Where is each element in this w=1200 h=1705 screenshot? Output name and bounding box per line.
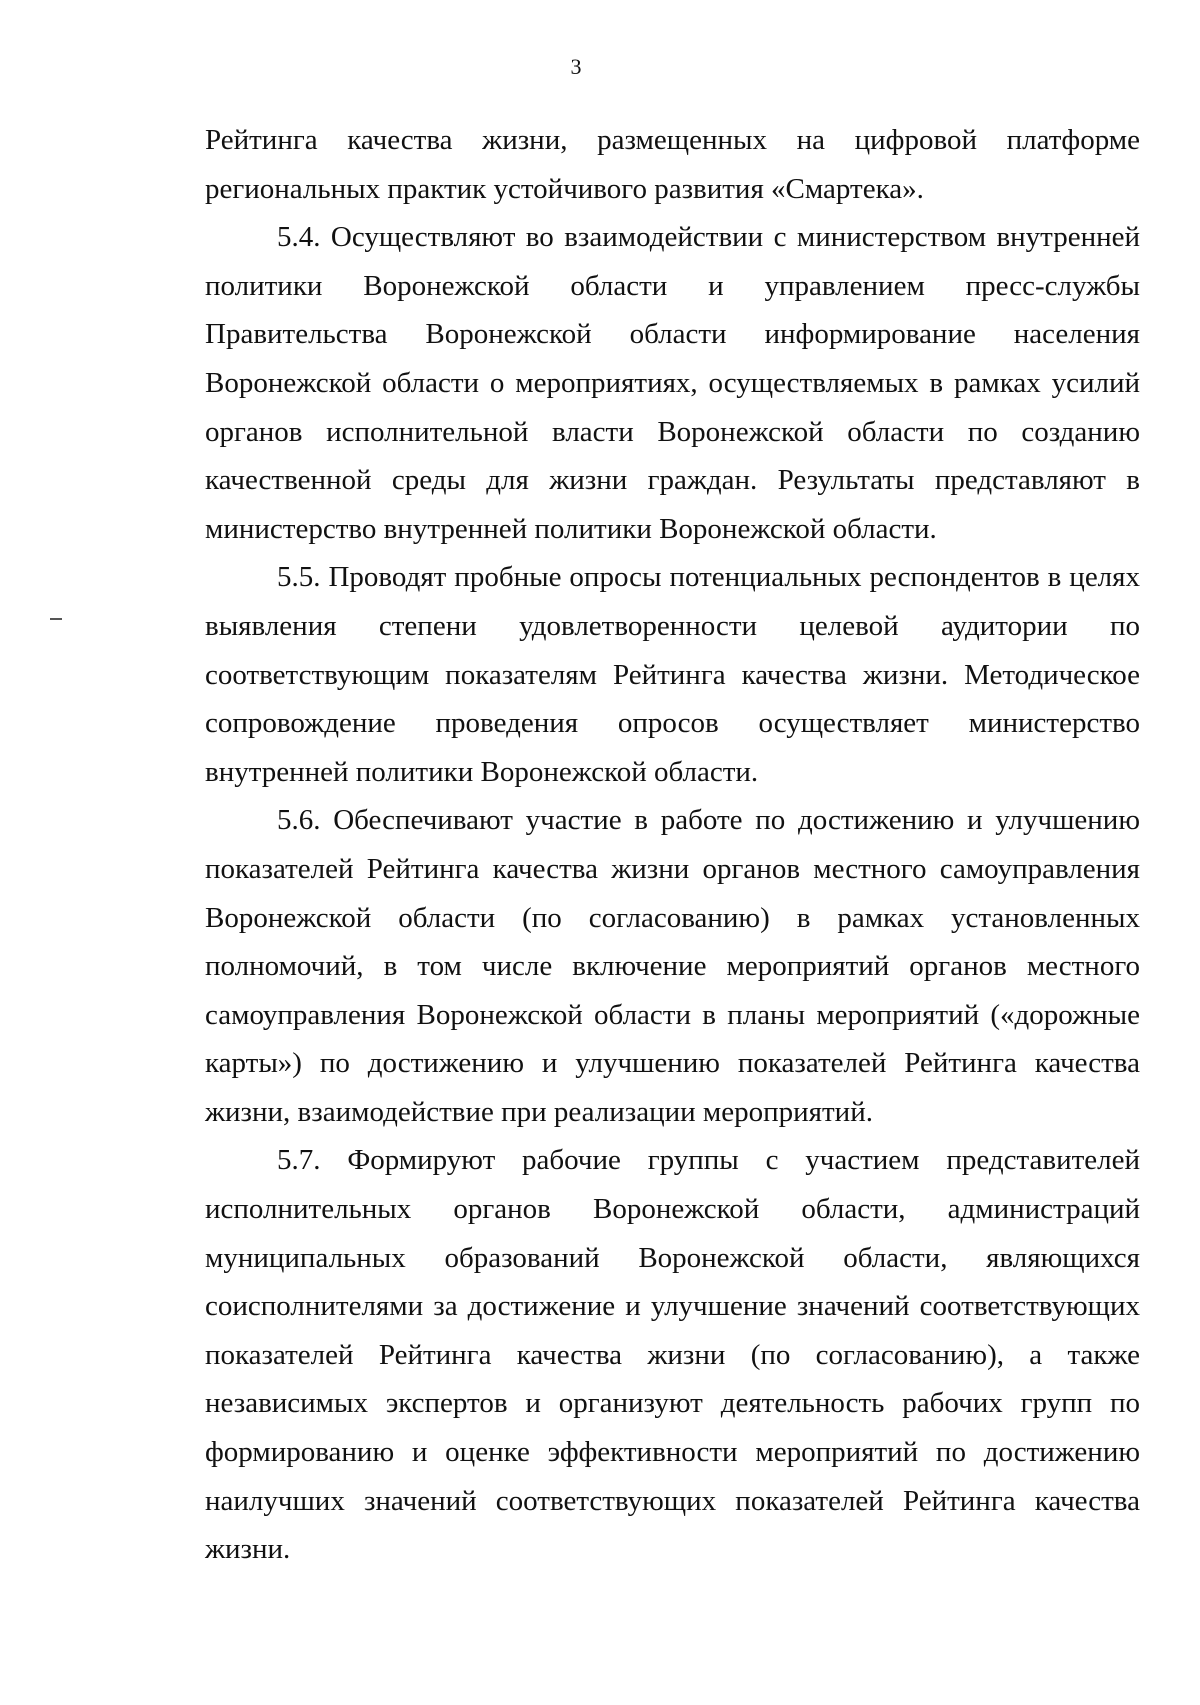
- paragraph-5-7: 5.7. Формируют рабочие группы с участием представителей исполнительных органов Воронежской области, администраций муниципальных образований Воронежской области, являющихся соисполнителями за достижение и улучшение значений соответствующих показателей Рейтинга качества жизни (по согласованию), а также независимых экспертов и организуют деятельность рабочих групп по формированию и оценке эффективности мероприятий по достижению наилучших значений соответствующих показателей Рейтинга качества жизни.: [205, 1144, 1140, 1566]
- document-body: [205, 116, 1140, 1574]
- page-number: 3: [570, 54, 582, 79]
- paragraph-5-6: 5.6. Обеспечивают участие в работе по достижению и улучшению показателей Рейтинга качества жизни органов местного самоуправления Воронежской области (по согласованию) в рамках установленных полномочий, в том числе включение мероприятий органов местного самоуправления Воронежской области в планы мероприятий («дорожные карты») по достижению и улучшению показателей Рейтинга качества жизни, взаимодействие при реализации мероприятий.: [205, 804, 1140, 1128]
- paragraph-continuation: Рейтинга качества жизни, размещенных на цифровой платформе региональных практик устойчивого развития «Смартека».: [205, 124, 1140, 205]
- paragraph-5-4: 5.4. Осуществляют во взаимодействии с министерством внутренней политики Воронежской области и управлением пресс-службы Правительства Воронежской области информирование населения Воронежской области о мероприятиях, осуществляемых в рамках усилий органов исполнительной власти Воронежской области по созданию качественной среды для жизни граждан. Результаты представляют в министерство внутренней политики Воронежской области.: [205, 221, 1140, 545]
- scan-mark: [50, 618, 62, 620]
- paragraph-5-5: 5.5. Проводят пробные опросы потенциальных респондентов в целях выявления степени удовлетворенности целевой аудитории по соответствующим показателям Рейтинга качества жизни. Методическое сопровождение проведения опросов осуществляет министерство внутренней политики Воронежской области.: [205, 561, 1140, 788]
